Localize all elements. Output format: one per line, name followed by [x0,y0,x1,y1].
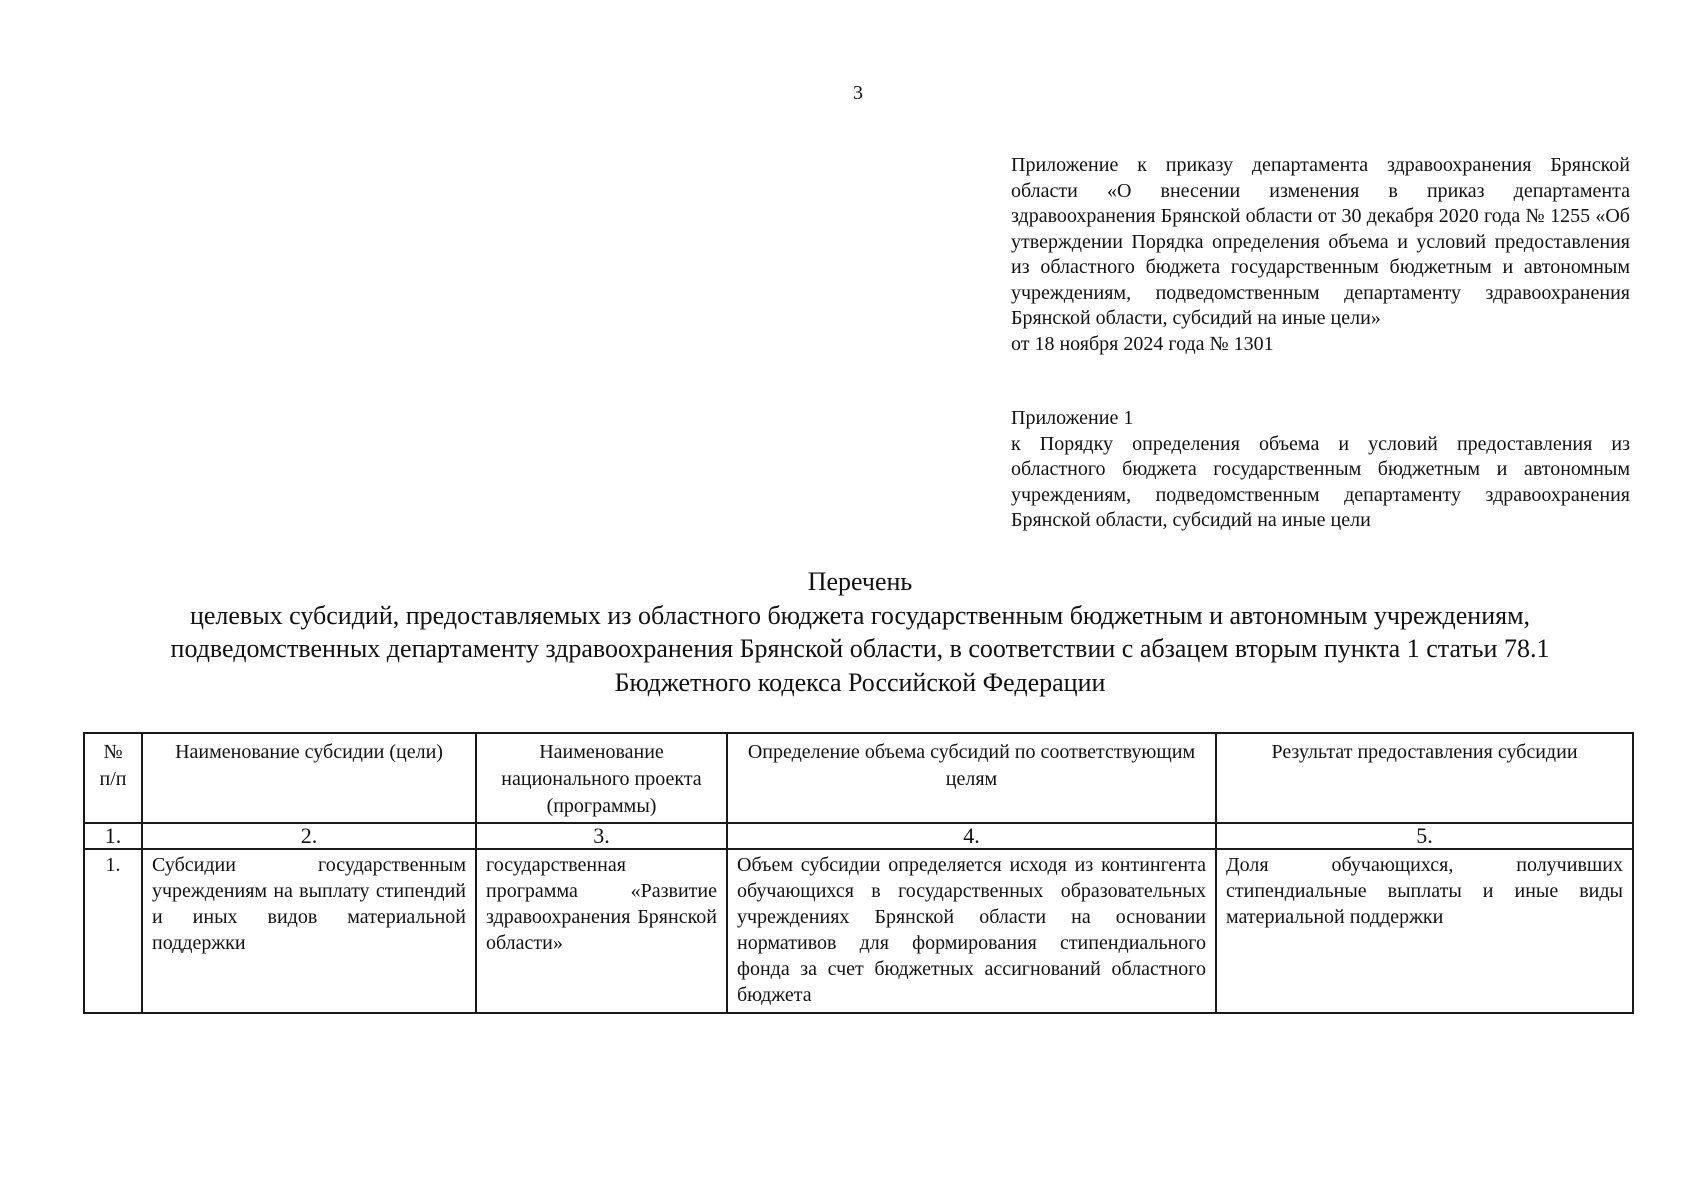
column-number: 1. [84,823,142,849]
header-subsidy-name: Наименование субсидии (цели) [142,733,476,823]
appendix-1-heading: Приложение 1 [1011,407,1134,429]
appendix-order-date: от 18 ноября 2024 года № 1301 [1011,332,1274,355]
column-number: 3. [476,823,727,849]
document-title [90,565,1630,699]
column-number: 4. [727,823,1216,849]
appendix-order-text: Приложение к приказу департамента здравоохранения Брянской области «О внесении изменения в приказ департамента здравоохранения Брянской области от 30 декабря 2020 года № 1255 «Об утверждении Порядка определения объема и условий предоставления из областного бюджета государственным бюджетным и автономным учреждениям, подведомственным департаменту здравоохранения Брянской области, субсидий на иные цели» [1011,154,1630,329]
title-line-3: подведомственных департаменту здравоохранения Брянской области, в соответствии с абзацем вторым пункта 1 статьи 78.1 [170,634,1550,663]
title-line-4: Бюджетного кодекса Российской Федерации [614,667,1106,697]
subsidy-name-cell: Субсидии государственным учреждениям на выплату стипендий и иных видов материальной поддержки [142,849,476,1013]
table-header-row [84,733,1633,823]
column-number-row [84,823,1633,849]
page-number: 3 [853,82,863,104]
volume-definition-cell: Объем субсидии определяется исходя из контингента обучающихся в государственных образовательных учреждениях Брянской области на основании нормативов для формирования стипендиального фонда за счет бюджетных ассигнований областного бюджета [727,849,1216,1013]
row-number: 1. [84,849,142,1013]
title-line-2: целевых субсидий, предоставляемых из областного бюджета государственным бюджетным и автономным учреждениям, [189,600,1531,630]
appendix-1-text: к Порядку определения объема и условий предоставления из областного бюджета государственным бюджетным и автономным учреждениям, подведомственным департаменту здравоохранения Брянской области, субсидий на иные цели [1011,432,1630,531]
subsidies-table [83,732,1634,1014]
header-national-project: Наименование национального проекта (программы) [476,733,727,823]
result-cell: Доля обучающихся, получивших стипендиальные выплаты и иные виды материальной поддержки [1216,849,1633,1013]
header-number: № п/п [84,733,142,823]
column-number: 2. [142,823,476,849]
appendix-order-block [1011,153,1630,357]
appendix-1-block [1011,406,1630,534]
table-row [84,849,1633,1013]
header-result: Результат предоставления субсидии [1216,733,1633,823]
national-project-cell: государственная программа «Развитие здравоохранения Брянской области» [476,849,727,1013]
title-line-1: Перечень [807,567,913,596]
header-volume-definition: Определение объема субсидий по соответствующим целям [727,733,1216,823]
column-number: 5. [1216,823,1633,849]
